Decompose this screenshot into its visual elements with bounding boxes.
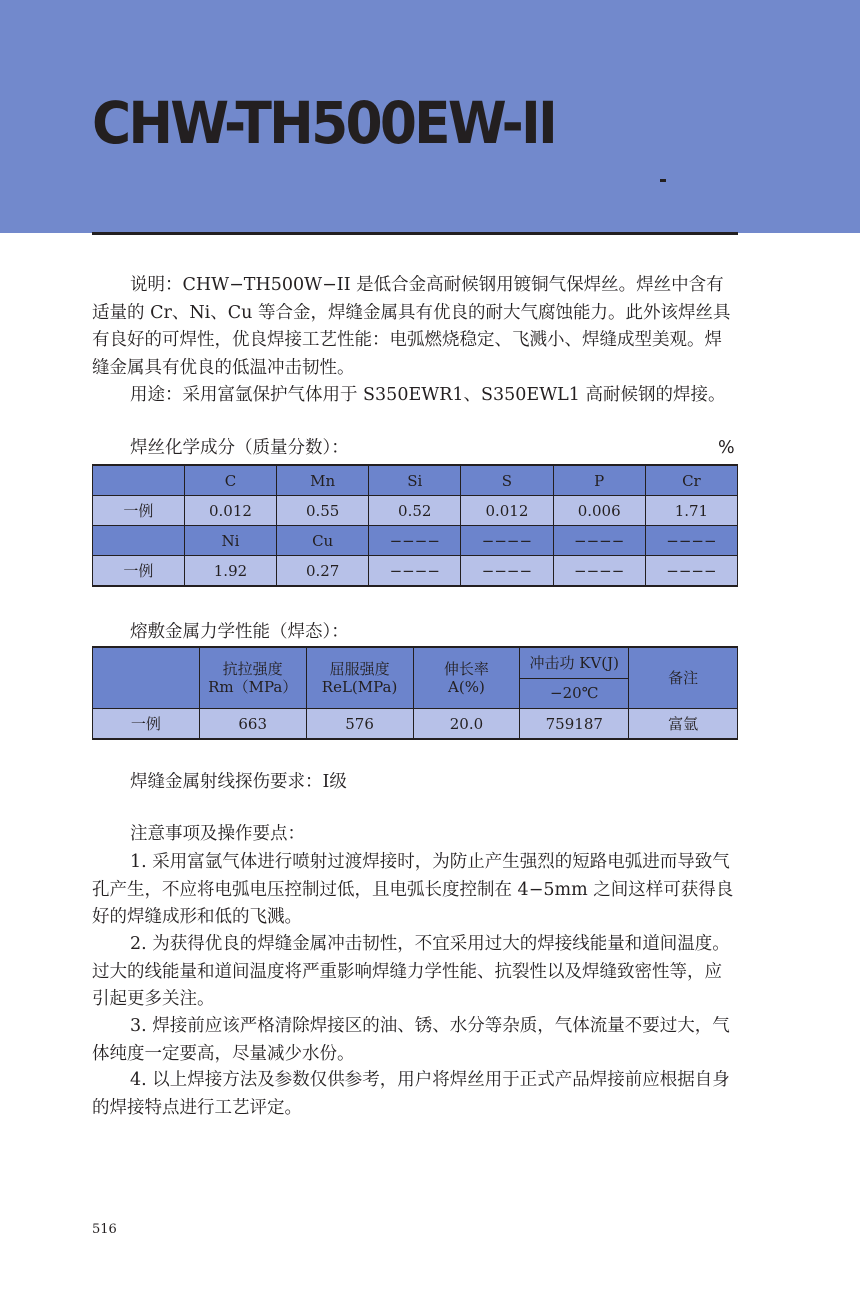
- table-cell: P: [553, 465, 645, 496]
- note-item: 1. 采用富氩气体进行喷射过渡焊接时，为防止产生强烈的短路电弧进而导致气孔产生，不应将电弧电压控制过低，且电弧长度控制在 4−5mm 之间这样可获得良好的焊缝成形和低的飞溅。: [92, 852, 734, 927]
- radiography-line: [130, 770, 347, 794]
- table-cell: 冲击功 KV(J): [520, 647, 629, 678]
- chemistry-table: [92, 464, 738, 587]
- table-cell: 0.27: [277, 556, 369, 587]
- header-line: 抗拉强度: [222, 660, 283, 678]
- table-cell: −−−−: [369, 526, 461, 556]
- usage-text: 采用富氩保护气体用于 S350EWR1、S350EWL1 高耐候钢的焊接。: [182, 385, 726, 405]
- mechanical-table: [92, 646, 738, 740]
- table-cell: −−−−: [369, 556, 461, 587]
- table-cell: −20℃: [520, 678, 629, 709]
- table-cell: 20.0: [413, 709, 520, 740]
- table-row: [93, 496, 738, 526]
- table-cell: 759187: [520, 709, 629, 740]
- mechanical-heading: 熔敷金属力学性能（焊态）：: [130, 622, 349, 642]
- table-cell: 663: [199, 709, 306, 740]
- table-cell: −−−−: [645, 556, 737, 587]
- table-cell: [306, 647, 413, 709]
- table-cell: −−−−: [461, 526, 553, 556]
- table-cell: 0.55: [277, 496, 369, 526]
- table-cell: [413, 647, 520, 709]
- table-cell: [93, 465, 185, 496]
- description-label: 说明：: [130, 275, 183, 295]
- table-cell: −−−−: [553, 556, 645, 587]
- chemistry-heading: 焊丝化学成分（质量分数）：: [130, 438, 349, 458]
- table-row: [93, 465, 738, 496]
- table-cell: [199, 647, 306, 709]
- header-dash: [660, 179, 666, 182]
- table-cell: −−−−: [645, 526, 737, 556]
- title-rule: [92, 232, 738, 235]
- table-cell: 1.71: [645, 496, 737, 526]
- page-title: CHW-TH500EW-II: [92, 89, 556, 157]
- table-cell: Cu: [277, 526, 369, 556]
- header-line: Rm（MPa）: [208, 678, 298, 696]
- table-cell: 0.012: [184, 496, 276, 526]
- table-cell: 富氩: [629, 709, 738, 740]
- description-paragraph: [92, 272, 738, 382]
- table-cell: −−−−: [461, 556, 553, 587]
- table-cell: 一例: [93, 709, 200, 740]
- note-item: 2. 为获得优良的焊缝金属冲击韧性，不宜采用过大的焊接线能量和道间温度。过大的线能量和道间温度将严重影响焊缝力学性能、抗裂性以及焊缝致密性等，应引起更多关注。: [92, 934, 730, 1009]
- table-cell: [93, 526, 185, 556]
- description-text: CHW−TH500W−II 是低合金高耐候钢用镀铜气保焊丝。焊丝中含有适量的 Cr、Ni、Cu 等合金，焊缝金属具有优良的耐大气腐蚀能力。此外该焊丝具有良好的可焊性，优良焊接工艺性能：电弧燃烧稳定、飞溅小、焊缝成型美观。焊缝金属具有优良的低温冲击韧性。: [92, 275, 731, 378]
- header-line: A(%): [448, 678, 485, 696]
- table-row: [93, 709, 738, 740]
- table-cell: −−−−: [553, 526, 645, 556]
- note-item: 3. 焊接前应该严格清除焊接区的油、锈、水分等杂质，气体流量不要过大，气体纯度一定要高，尽量减少水份。: [92, 1016, 730, 1064]
- header-line: 屈服强度: [329, 660, 390, 678]
- table-cell: Si: [369, 465, 461, 496]
- table-cell: Mn: [277, 465, 369, 496]
- table-cell: 0.52: [369, 496, 461, 526]
- usage-paragraph: [92, 382, 738, 410]
- table-cell: 0.012: [461, 496, 553, 526]
- page-number: 516: [92, 1222, 117, 1237]
- table-cell: Ni: [184, 526, 276, 556]
- table-cell: 一例: [93, 556, 185, 587]
- table-row: [93, 556, 738, 587]
- table-cell: 一例: [93, 496, 185, 526]
- note-item: 4. 以上焊接方法及参数仅供参考，用户将焊丝用于正式产品焊接前应根据自身的焊接特点进行工艺评定。: [92, 1070, 730, 1118]
- usage-label: 用途：: [130, 385, 183, 405]
- radiography-label: 焊缝金属射线探伤要求：: [130, 772, 323, 792]
- table-row: [93, 647, 738, 678]
- table-cell: [93, 647, 200, 709]
- header-line: ReL(MPa): [321, 678, 398, 696]
- table-cell: 0.006: [553, 496, 645, 526]
- chemistry-unit: %: [718, 438, 735, 458]
- table-cell: S: [461, 465, 553, 496]
- header-line: 伸长率: [443, 660, 489, 678]
- table-cell: C: [184, 465, 276, 496]
- table-row: [93, 526, 738, 556]
- table-cell: 576: [306, 709, 413, 740]
- table-cell: 备注: [629, 647, 738, 709]
- notes-heading: 注意事项及操作要点：: [130, 824, 305, 844]
- radiography-value: Ⅰ级: [322, 772, 347, 792]
- table-cell: 1.92: [184, 556, 276, 587]
- table-cell: Cr: [645, 465, 737, 496]
